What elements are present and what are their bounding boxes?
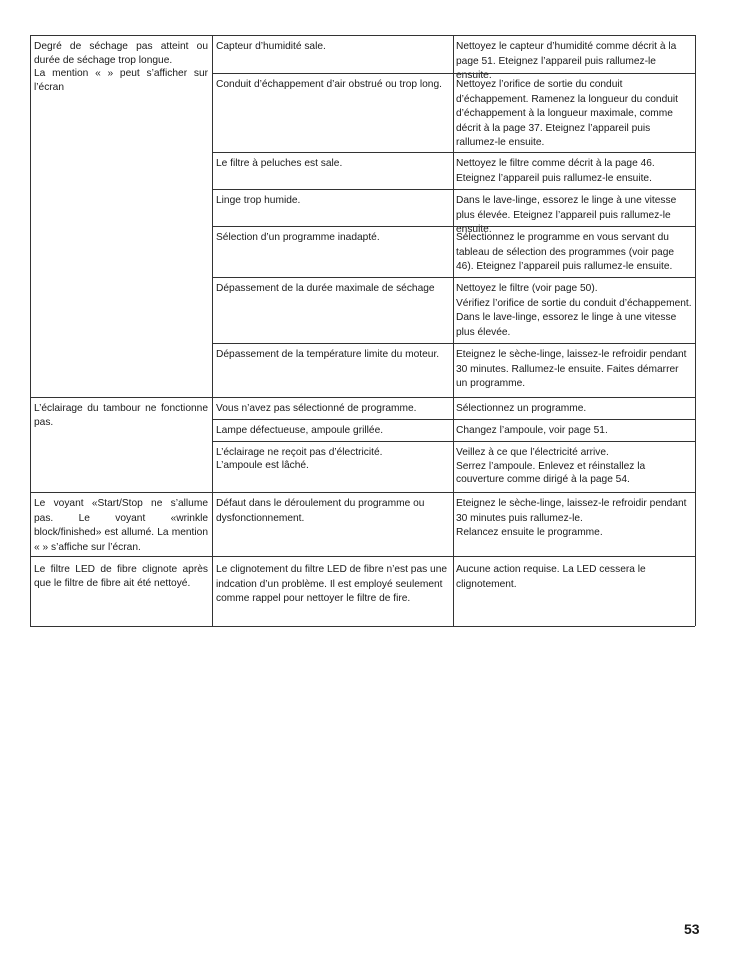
remedy-text: Dans le lave-linge, essorez le linge à une vitesse plus élevée. Eteignez l’appareil puis rallumez-le ensuite. xyxy=(456,195,677,236)
problem-text: Le filtre LED de fibre clignote après que le filtre de fibre ait été nettoyé. xyxy=(34,564,208,589)
cause-text: L’éclairage ne reçoit pas d’électricité. L’ampoule est lâché. xyxy=(216,447,383,471)
cause-text: Dépassement de la température limite du moteur. xyxy=(216,349,440,360)
cause-text: Le clignotement du filtre LED de fibre n’est pas une indcation d’un problème. Il est employé seulement comme rappel pour nettoyer le filtre de fire. xyxy=(216,564,448,604)
cause-text: Linge trop humide. xyxy=(216,195,301,206)
cause-row xyxy=(212,493,695,557)
problem-text: Le voyant «Start/Stop ne s’allume pas. Le voyant «wrinkle block/finished» est allumé. La mention « » s’affiche sur l’écran. xyxy=(34,498,208,553)
cause-row xyxy=(212,189,695,236)
remedy-text: Nettoyez le filtre comme décrit à la page 46. Eteignez l’appareil puis rallumez-le ensuite. xyxy=(456,158,655,184)
column-divider xyxy=(695,35,696,626)
cause-row xyxy=(212,398,695,419)
problem-group xyxy=(30,35,695,398)
remedy-text: Aucune action requise. La LED cessera le clignotement. xyxy=(456,564,646,590)
cause-text: Défaut dans le déroulement du programme ou dysfonctionnement. xyxy=(216,498,425,524)
cause-text: Dépassement de la durée maximale de séchage xyxy=(216,283,435,294)
problem-text: Degré de séchage pas atteint ou durée de séchage trop longue. La mention « » peut s’afficher sur l’écran xyxy=(34,41,208,93)
cause-row xyxy=(212,441,695,494)
page-number: 53 xyxy=(684,921,700,937)
problem-group xyxy=(30,556,695,627)
remedy-text: Eteignez le sèche-linge, laissez-le refroidir pendant 30 minutes puis rallumez-le. Relancez ensuite le programme. xyxy=(456,498,687,538)
cause-row xyxy=(212,557,695,626)
cause-row xyxy=(212,152,695,190)
remedy-text: Veillez à ce que l’électricité arrive. Serrez l’ampoule. Enlevez et réinstallez la couverture comme dirigé à la page 54. xyxy=(456,447,646,485)
cause-text: Le filtre à peluches est sale. xyxy=(216,158,343,169)
remedy-text: Nettoyez l’orifice de sortie du conduit d’échappement. Ramenez la longueur du conduit d’échappement à la longueur maximale, comme décrit à la page 37. Eteignez l’appareil puis rallumez-le ensuite. xyxy=(456,79,679,149)
cause-row xyxy=(212,419,695,442)
remedy-text: Eteignez le sèche-linge, laissez-le refroidir pendant 30 minutes. Rallumez-le ensuite. Faites démarrer un programme. xyxy=(456,349,687,390)
problem-group xyxy=(30,397,695,493)
problem-group xyxy=(30,492,695,557)
remedy-text: Nettoyez le capteur d’humidité comme décrit à la page 51. Eteignez l’appareil puis rallumez-le ensuite. xyxy=(456,41,677,82)
remedy-text: Changez l’ampoule, voir page 51. xyxy=(456,425,608,436)
cause-row xyxy=(212,343,695,399)
problem-text: L’éclairage du tambour ne fonctionne pas. xyxy=(34,403,208,428)
cause-text: Conduit d’échappement d’air obstrué ou trop long. xyxy=(216,79,442,90)
cause-text: Vous n’avez pas sélectionné de programme. xyxy=(216,403,417,414)
cause-row xyxy=(212,73,695,153)
remedy-text: Sélectionnez le programme en vous servant du tableau de sélection des programmes (voir page 46). Eteignez l’appareil puis rallumez-le ensuite. xyxy=(456,232,675,273)
cause-row xyxy=(212,36,695,82)
cause-row xyxy=(212,226,695,278)
cause-text: Sélection d’un programme inadapté. xyxy=(216,232,380,243)
cause-row xyxy=(212,277,695,344)
remedy-text: Sélectionnez un programme. xyxy=(456,403,587,414)
cause-text: Capteur d’humidité sale. xyxy=(216,41,326,52)
remedy-text: Nettoyez le filtre (voir page 50). Vérifiez l’orifice de sortie du conduit d’échappement. Dans le lave-linge, essorez le linge à une vitesse plus élevée. xyxy=(456,283,692,338)
cause-text: Lampe défectueuse, ampoule grillée. xyxy=(216,425,384,436)
